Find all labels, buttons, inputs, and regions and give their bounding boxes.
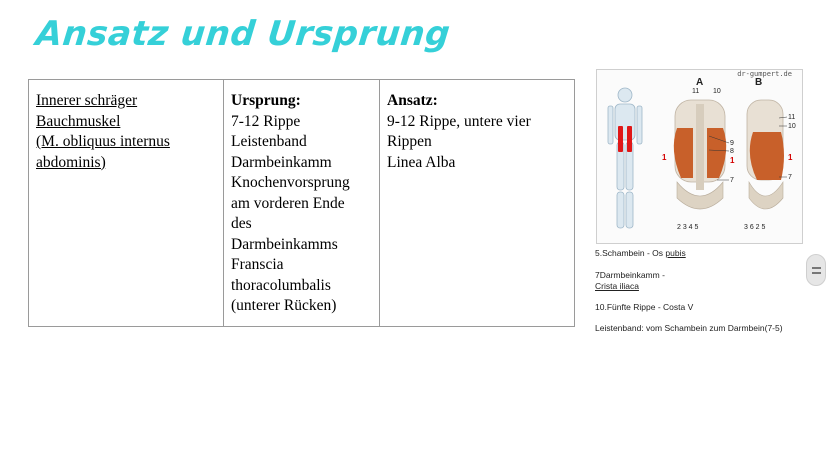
muscle-line: (M. obliquus internus xyxy=(36,133,170,150)
origin-line: am vorderen Ende xyxy=(231,194,345,212)
origin-line: des xyxy=(231,215,252,232)
figure-number: 7 xyxy=(788,174,792,181)
figure-number: 1 xyxy=(730,156,735,165)
origin-line: Franscia xyxy=(231,256,284,273)
anatomy-table xyxy=(28,79,575,327)
caption-link[interactable]: Crista iliaca xyxy=(595,280,639,291)
grip-line-icon xyxy=(812,267,821,269)
page-title: Ansatz und Ursprung xyxy=(33,14,453,54)
figure-number: 10 xyxy=(788,123,796,130)
insertion-line: 9-12 Rippe, untere vier xyxy=(387,112,531,130)
torso-b xyxy=(747,100,784,209)
figure-number: 10 xyxy=(713,88,721,95)
figure-number: 8 xyxy=(730,148,734,155)
figure-number: 11 xyxy=(692,88,700,95)
muscle-line: Bauchmuskel xyxy=(36,112,121,130)
figure-number: 9 xyxy=(730,140,734,147)
scroll-handle[interactable] xyxy=(806,254,826,286)
caption-text: 7Darmbeinkamm - xyxy=(595,270,665,280)
caption-line: 10.Fünfte Rippe - Costa V xyxy=(595,302,694,312)
origin-line: Knochenvorsprung xyxy=(231,174,350,191)
origin-line: Leistenband xyxy=(231,133,307,150)
muscle-line: Innerer schräger xyxy=(36,92,138,109)
figure-label-b: B xyxy=(755,77,763,88)
watermark: dr-gumpert.de xyxy=(737,70,792,78)
caption-line: Leistenband: vom Schambein zum Darmbein(7-5) xyxy=(595,323,783,333)
anatomy-figure xyxy=(596,69,803,244)
insertion-header: Ansatz: xyxy=(387,92,438,109)
origin-line: Darmbeinkamms xyxy=(231,235,338,253)
origin-header: Ursprung: xyxy=(231,92,301,109)
grip-line-icon xyxy=(812,272,821,274)
origin-cell xyxy=(224,80,380,327)
origin-line: (unterer Rücken) xyxy=(231,297,337,314)
muscle-name-cell xyxy=(29,80,224,327)
origin-line: Darmbeinkamm xyxy=(231,153,332,171)
torso-a xyxy=(674,100,726,209)
origin-line: 7-12 Rippe xyxy=(231,112,301,130)
figure-number: 11 xyxy=(788,114,796,121)
caption-line xyxy=(595,248,686,259)
caption-text: 5.Schambein - Os xyxy=(595,248,666,258)
anatomy-illustration xyxy=(597,70,802,243)
insertion-line: Rippen xyxy=(387,133,432,150)
figure-label-a: A xyxy=(696,77,704,88)
caption-link[interactable]: pubis xyxy=(665,248,686,258)
insertion-cell xyxy=(380,80,575,327)
muscle-line: abdominis) xyxy=(36,153,106,171)
figure-numbers-bottom: 2 3 4 5 xyxy=(677,224,699,231)
insertion-line: Linea Alba xyxy=(387,153,456,171)
figure-number: 1 xyxy=(788,153,793,162)
figure-numbers-bottom: 3 6 2 5 xyxy=(744,224,766,231)
caption-line xyxy=(595,270,665,291)
figure-number: 7 xyxy=(730,177,734,184)
origin-line: thoracolumbalis xyxy=(231,276,331,294)
skeleton-figure xyxy=(608,88,642,228)
figure-number: 1 xyxy=(662,153,667,162)
table-row xyxy=(29,80,575,327)
